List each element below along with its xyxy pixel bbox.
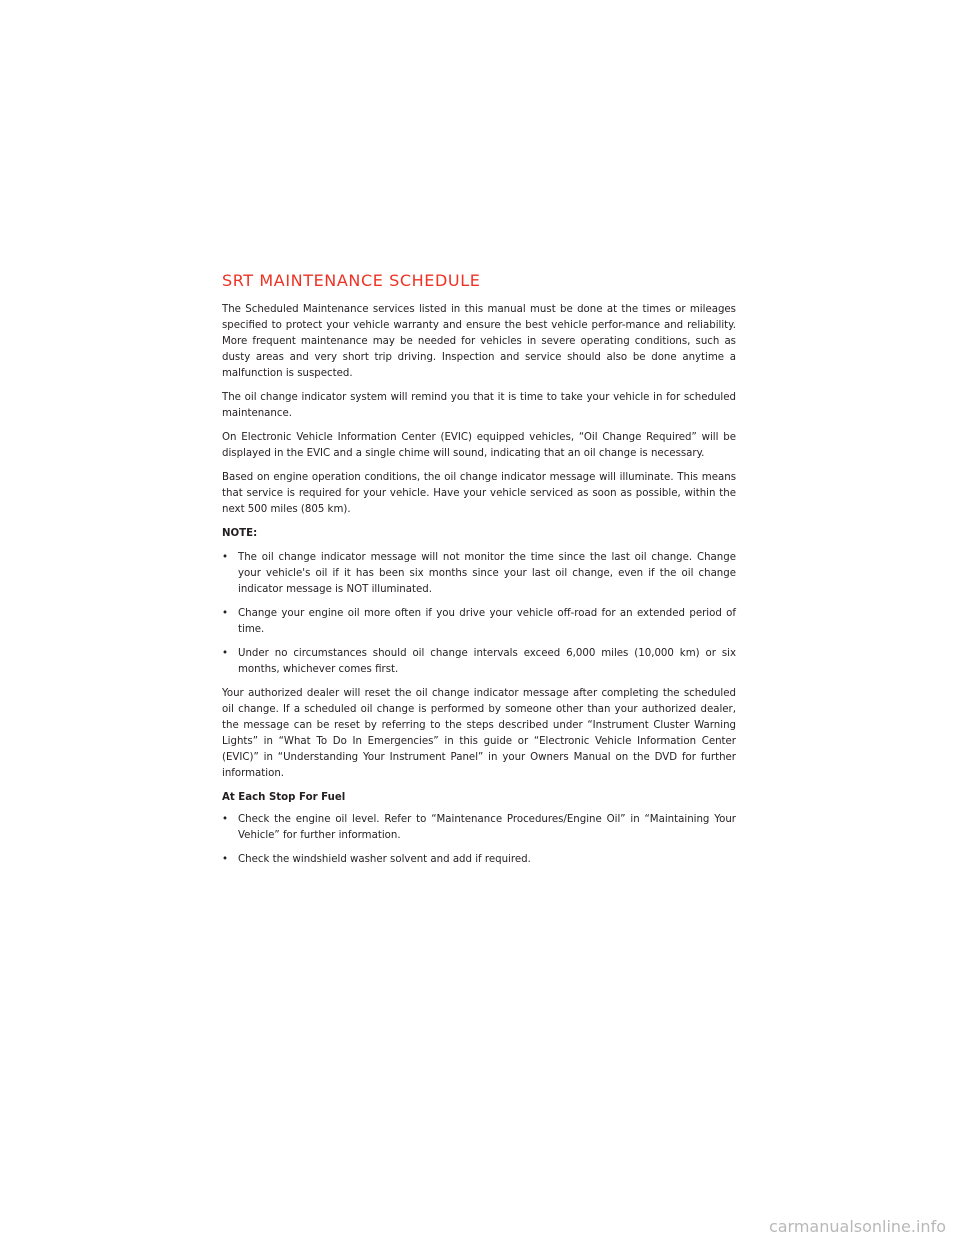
note-bullet-list [222, 550, 736, 678]
list-item [222, 606, 736, 638]
operation-paragraph: Based on engine operation conditions, the oil change indicator message will illuminate. This means that service is required for your vehicle. Have your vehicle serviced as soon as possible, within the next 500 miles (805 km). [222, 472, 736, 515]
list-item-text: Change your engine oil more often if you drive your vehicle off-road for an extended period of time. [238, 608, 736, 635]
list-item [222, 852, 736, 868]
bullet-glyph: • [222, 648, 229, 659]
fuel-stop-heading: At Each Stop For Fuel [222, 792, 346, 803]
bullet-glyph: • [222, 552, 229, 563]
bullet-glyph: • [222, 814, 229, 825]
list-item [222, 812, 736, 844]
bullet-glyph: • [222, 854, 229, 865]
list-item-text: Check the windshield washer solvent and add if required. [238, 854, 531, 865]
note-label: NOTE: [222, 528, 258, 539]
dealer-paragraph: Your authorized dealer will reset the oil change indicator message after completing the scheduled oil change. If a scheduled oil change is performed by someone other than your authorized dealer, the message can be reset by referring to the steps described under “Instrument Cluster Warning Lights” in “What To Do In Emergencies” in this guide or “Electronic Vehicle Information Center (EVIC)” in “Understanding Your Instrument Panel” in your Owners Manual on the DVD for further information. [222, 688, 736, 779]
intro-paragraph: The Scheduled Maintenance services listed in this manual must be done at the times or mileages specified to protect your vehicle warranty and ensure the best vehicle perfor-mance and reliability. More frequent maintenance may be needed for vehicles in severe operating conditions, such as dusty areas and very short trip driving. Inspection and service should also be done anytime a malfunction is suspected. [222, 304, 736, 379]
list-item [222, 646, 736, 678]
indicator-paragraph: The oil change indicator system will remind you that it is time to take your vehicle in for scheduled maintenance. [222, 392, 736, 419]
fuel-stop-bullet-list [222, 812, 736, 868]
list-item [222, 550, 736, 598]
section-title: SRT MAINTENANCE SCHEDULE [222, 271, 481, 290]
site-watermark: carmanualsonline.info [768, 1217, 946, 1236]
bullet-glyph: • [222, 608, 229, 619]
evic-paragraph: On Electronic Vehicle Information Center (EVIC) equipped vehicles, “Oil Change Required” will be displayed in the EVIC and a single chime will sound, indicating that an oil change is necessary. [222, 432, 736, 459]
page-content [222, 272, 736, 876]
list-item-text: Check the engine oil level. Refer to “Maintenance Procedures/Engine Oil” in “Maintaining Your Vehicle” for further information. [238, 814, 736, 841]
list-item-text: Under no circumstances should oil change intervals exceed 6,000 miles (10,000 km) or six months, whichever comes first. [238, 648, 736, 675]
list-item-text: The oil change indicator message will not monitor the time since the last oil change. Change your vehicle's oil if it has been six months since your last oil change, even if the oil change indicator message is NOT illuminated. [238, 552, 736, 595]
